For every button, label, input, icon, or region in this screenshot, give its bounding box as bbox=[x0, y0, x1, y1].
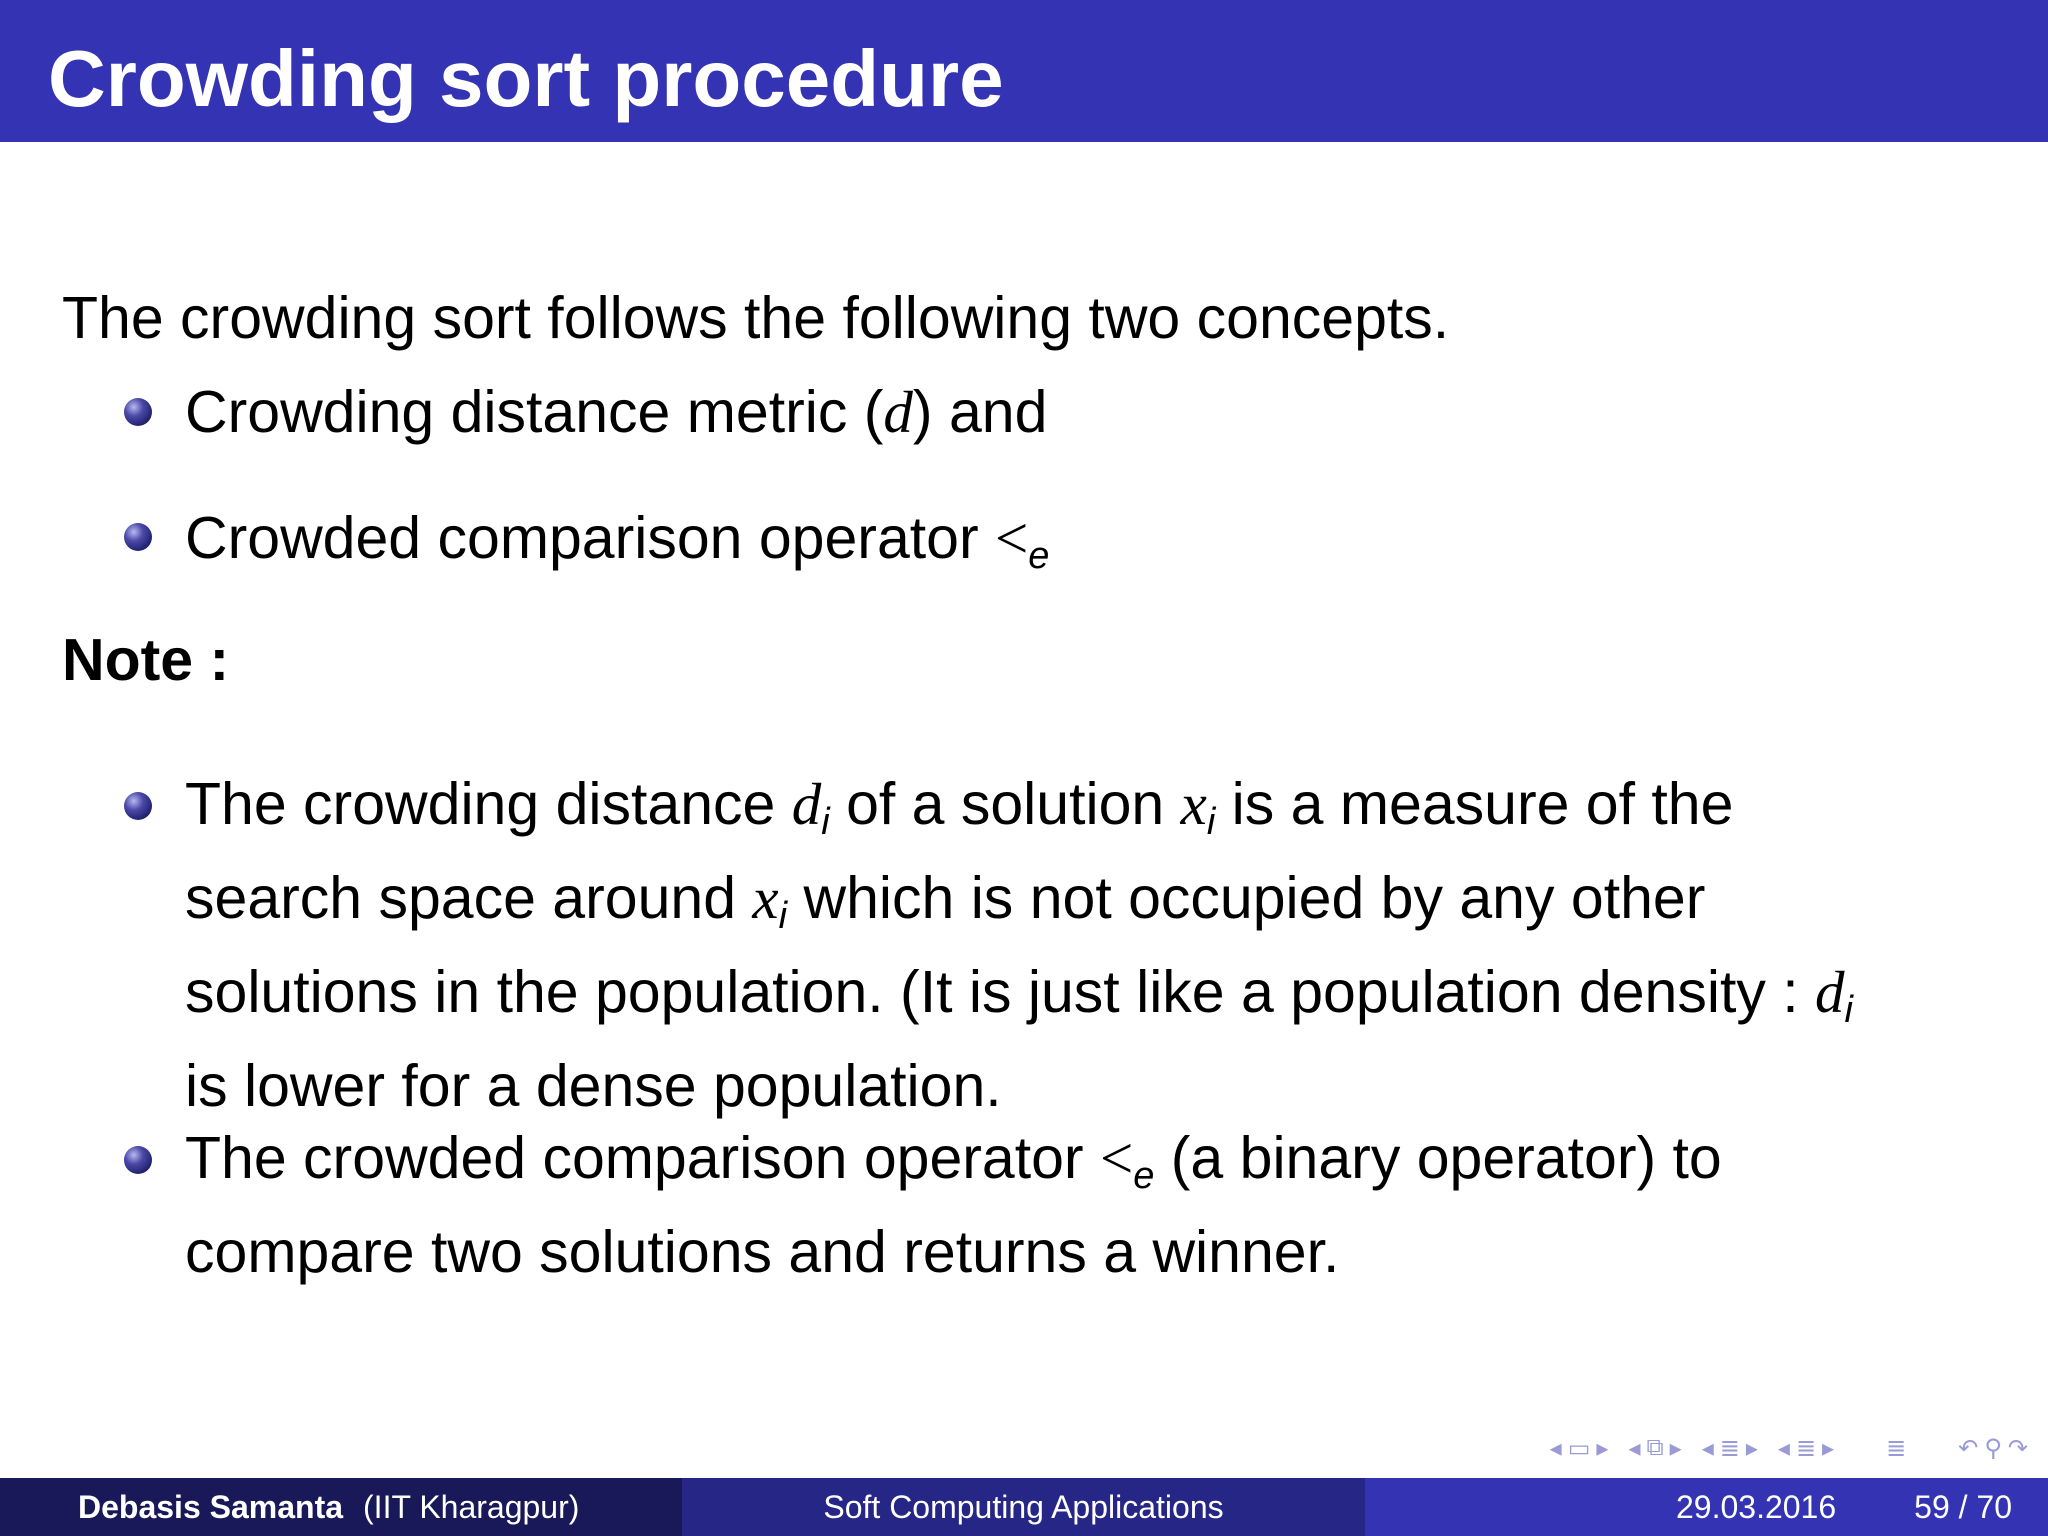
note-heading: Note : bbox=[62, 627, 230, 693]
author-name: Debasis Samanta bbox=[78, 1488, 344, 1525]
bullet-icon bbox=[124, 792, 152, 820]
section-icon[interactable]: ≣ bbox=[1795, 1434, 1817, 1462]
arrow-left-icon[interactable]: ◂ bbox=[1701, 1434, 1714, 1462]
symbol-d: d bbox=[883, 379, 913, 445]
date: 29.03.2016 bbox=[1675, 1488, 1837, 1525]
operator-symbol: < bbox=[995, 505, 1029, 571]
note-line: The crowding distance $d_i$ of a solution $x_i$ is a measure of the bbox=[185, 771, 1734, 843]
note-line: compare two solutions and returns a winner. bbox=[185, 1219, 1340, 1285]
title-bar bbox=[0, 0, 2048, 142]
concept-item-operator: Crowded comparison operator $<_e$ bbox=[185, 505, 1050, 577]
bullet-icon bbox=[124, 398, 152, 426]
intro-text: The crowding sort follows the following two concepts. bbox=[62, 285, 1450, 351]
bullet-icon bbox=[124, 523, 152, 551]
footer-course-section bbox=[682, 1478, 1365, 1536]
note-line: is lower for a dense population. bbox=[185, 1053, 1002, 1119]
footer-date-section bbox=[1365, 1478, 2048, 1536]
navigation-bar bbox=[1550, 1432, 2028, 1464]
arrow-right-icon[interactable]: ▸ bbox=[1669, 1434, 1682, 1462]
align-icon[interactable]: ≣ bbox=[1886, 1434, 1907, 1462]
arrow-right-icon[interactable]: ▸ bbox=[1822, 1434, 1835, 1462]
redo-icon[interactable]: ↷ bbox=[2007, 1434, 2028, 1462]
arrow-right-icon[interactable]: ▸ bbox=[1596, 1434, 1609, 1462]
section-icon[interactable]: ≣ bbox=[1719, 1434, 1740, 1462]
frame-icon[interactable]: ▭ bbox=[1567, 1434, 1591, 1462]
search-icon[interactable]: ⚲ bbox=[1984, 1434, 2002, 1462]
affiliation: (IIT Kharagpur) bbox=[363, 1488, 580, 1525]
course-title: Soft Computing Applications bbox=[823, 1488, 1224, 1525]
undo-icon[interactable]: ↶ bbox=[1958, 1434, 1979, 1462]
footer-author-section bbox=[0, 1478, 682, 1536]
concept-item-distance: Crowding distance metric (d) and bbox=[185, 379, 1048, 445]
arrow-right-icon[interactable]: ▸ bbox=[1745, 1434, 1758, 1462]
footer bbox=[0, 1478, 2048, 1536]
arrow-left-icon[interactable]: ◂ bbox=[1777, 1434, 1790, 1462]
note-item-comparison-operator bbox=[185, 1120, 1722, 1290]
arrow-left-icon[interactable]: ◂ bbox=[1549, 1434, 1562, 1462]
arrow-left-icon[interactable]: ◂ bbox=[1628, 1434, 1641, 1462]
note-line: solutions in the population. (It is just like a population density : $d_i$ bbox=[185, 959, 1853, 1031]
bullet-icon bbox=[124, 1146, 152, 1174]
page-number: 59 / 70 bbox=[1914, 1488, 2012, 1525]
note-line: The crowded comparison operator $<_e$ (a binary operator) to bbox=[185, 1125, 1722, 1197]
note-item-crowding-distance bbox=[185, 766, 1853, 1124]
slide-title: Crowding sort procedure bbox=[48, 34, 1004, 123]
note-line: search space around $x_i$ which is not occupied by any other bbox=[185, 865, 1706, 937]
subsection-icon[interactable]: ⧉ bbox=[1646, 1434, 1664, 1461]
